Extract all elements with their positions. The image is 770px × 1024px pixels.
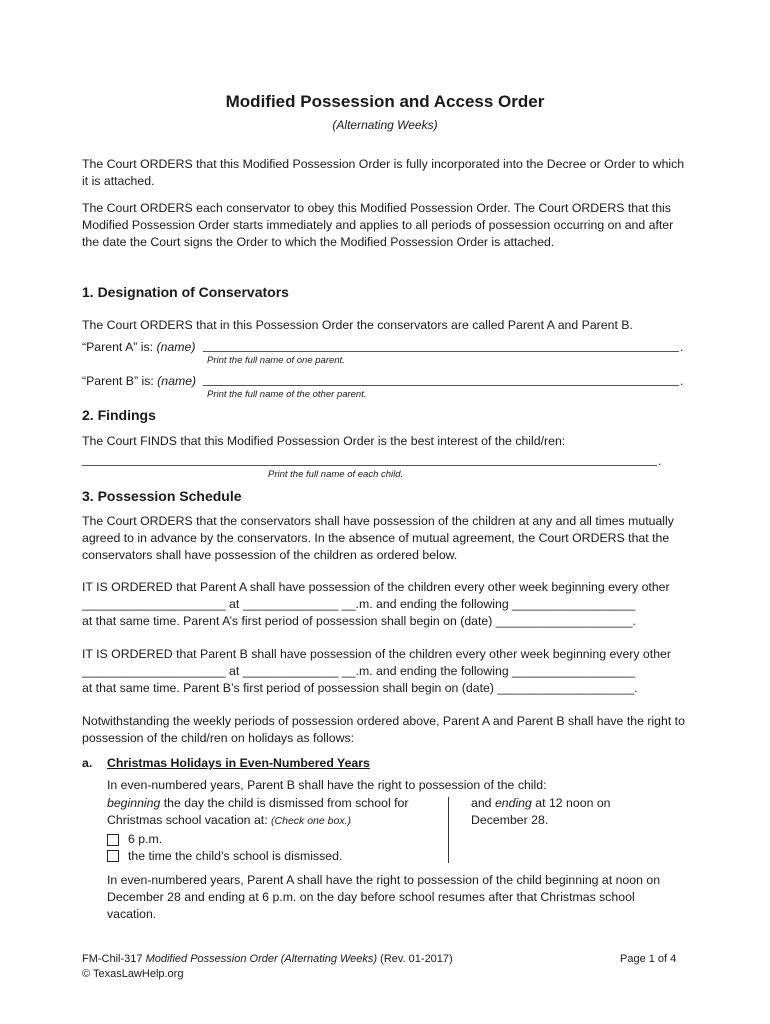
page-subtitle: (Alternating Weeks) [332, 118, 438, 132]
parent-a-schedule-line-2[interactable]: _____________________ at ______________ __.m. and ending the following __________________ [82, 597, 636, 611]
parent-b-name-label: (name) [157, 374, 197, 388]
parent-a-name-field[interactable] [203, 340, 679, 352]
school-dismissed-option-label: the time the child’s school is dismissed. [128, 849, 343, 863]
vacation-label: Christmas school vacation at: [107, 813, 272, 827]
parent-a-row [82, 340, 195, 354]
parent-a-name-label: (name) [156, 340, 196, 354]
page-number: Page 1 of 4 [620, 953, 677, 965]
section-1-text: The Court ORDERS that in this Possession Order the conservators are called Parent A and Parent B. [82, 318, 633, 332]
parent-b-name-field[interactable] [203, 374, 679, 386]
parent-b-hint: Print the full name of the other parent. [207, 389, 367, 400]
intro-paragraph-2: The Court ORDERS each conservator to obey this Modified Possession Order. The Court ORDERS that this Modified Possession Order starts immediately and applies to all periods of possession occurring on and after the date the Court signs the Order to which the Modified Possession Order is attached. [82, 201, 674, 250]
children-names-field[interactable] [82, 454, 657, 466]
footer-form-line [82, 953, 453, 965]
beginning-line-2 [107, 813, 351, 827]
footer-copyright: © TexasLawHelp.org [82, 968, 184, 980]
holiday-intro: Notwithstanding the weekly periods of possession ordered above, Parent A and Parent B shall have the right to possession of the child/ren on holidays as follows: [82, 714, 685, 746]
parent-b-label: “Parent B” is: [82, 374, 158, 388]
beginning-word: beginning [107, 796, 161, 810]
parent-a-schedule-line-1: IT IS ORDERED that Parent A shall have possession of the children every other week beginning every other [82, 580, 670, 594]
section-2-heading: 2. Findings [82, 407, 156, 423]
footer-form-id: FM-Chil-317 [82, 953, 146, 965]
footer-revision: (Rev. 01-2017) [377, 953, 453, 965]
ending-line-2: December 28. [471, 813, 549, 827]
document-page: Modified Possession and Access Order (Alternating Weeks) The Court ORDERS that this Modified Possession Order is fully incorporated into the Decree or Order to which it is attached. The Court ORDERS each conservator to obey this Modified Possession Order. The Court ORDERS that this Modified Possession Order starts immediately and applies to all periods of possession occurring on and after the date the Court signs the Order to which the Modified Possession Order is attached. 1. Designation of Conservators The Court ORDERS that in this Possession Order the conservators are called Parent A and Parent B. “Parent A” is: (name) . Print the full name of one parent. “Parent B” is: (name) . Print the full name of the other parent. 2. Findings The Court FINDS that this Modified Possession Order is the best interest of the child/ren: . Print the full name of each child. 3. Possession Schedule The Court ORDERS that the conservators shall have possession of the children at any and all times mutually agreed to in advance by the conservators. In the absence of mutual agreement, the Court ORDERS that the conservators shall have possession of the children as ordered below. IT IS ORDERED that Parent A shall have possession of the children every other week beginning every other _____________________ at ______________ __.m. and ending the following __________________ at that same time. Parent A’s first period of possession shall begin on (date) ____________________. IT IS ORDERED that Parent B shall have possession of the children every other week beginning every other _____________________ at ______________ __.m. and ending the following __________________ at that same time. Parent B’s first period of possession shall begin on (date) ____________________. Notwithstanding the weekly periods of possession ordered above, Parent A and Parent B shall have the right to possession of the child/ren on holidays as follows: a. Christmas Holidays in Even-Numbered Years In even-numbered years, Parent B shall have the right to possession of the child: beginning the day the child is dismissed from school for Christmas school vacation at: (Check one box.) and ending at 12 noon on December 28. 6 p.m. the time the child’s school is dismissed. In even-numbered years, Parent A shall have the right to possession of the child beginning at noon on December 28 and ending at 6 p.m. on the day before school resumes after that Christmas school vacation. FM-Chil-317 Modified Possession Order (Alternating Weeks) (Rev. 01-2017) © TexasLawHelp.org Page 1 of 4 [0, 0, 770, 1024]
parent-a-schedule-line-3[interactable]: at that same time. Parent A’s first period of possession shall begin on (date) ____________________. [82, 614, 636, 628]
ending-rest: at 12 noon on [531, 796, 611, 810]
check-one-hint: (Check one box.) [271, 815, 351, 827]
children-names-hint: Print the full name of each child. [268, 469, 404, 480]
section-3-heading: 3. Possession Schedule [82, 488, 242, 504]
section-3-text: The Court ORDERS that the conservators shall have possession of the children at any and all times mutually agreed to in advance by the conservators. In the absence of mutual agreement, the Court ORDERS that the conservators shall have possession of the children as ordered below. [82, 514, 674, 563]
parent-b-schedule-line-3[interactable]: at that same time. Parent B’s first period of possession shall begin on (date) ____________________. [82, 681, 638, 695]
parent-b-row [82, 374, 196, 388]
beginning-line-1 [107, 796, 408, 810]
subsection-a-label: a. [82, 756, 93, 770]
six-pm-option-label: 6 p.m. [128, 832, 163, 846]
and-word: and [471, 796, 495, 810]
intro-paragraph-1: The Court ORDERS that this Modified Possession Order is fully incorporated into the Decree or Order to which it is attached. [82, 157, 685, 189]
ending-line-1 [471, 796, 611, 810]
ending-word: ending [494, 796, 532, 810]
parent-b-schedule-line-2[interactable]: _____________________ at ______________ __.m. and ending the following __________________ [82, 664, 636, 678]
section-2-text: The Court FINDS that this Modified Possession Order is the best interest of the child/ren: [82, 434, 566, 448]
six-pm-checkbox[interactable] [107, 834, 119, 846]
parent-b-christmas-text: In even-numbered years, Parent B shall have the right to possession of the child: [107, 778, 547, 792]
parent-a-hint: Print the full name of one parent. [207, 355, 345, 366]
column-divider [448, 797, 449, 863]
parent-a-christmas-text: In even-numbered years, Parent A shall have the right to possession of the child beginning at noon on December 28 and ending at 6 p.m. on the day before school resumes after that Christmas school vacation. [107, 873, 661, 922]
subsection-a-heading: Christmas Holidays in Even-Numbered Years [107, 756, 370, 770]
section-1-heading: 1. Designation of Conservators [82, 284, 289, 300]
parent-a-label: “Parent A” is: [82, 340, 157, 354]
school-dismissed-checkbox[interactable] [107, 850, 119, 862]
parent-b-schedule-line-1: IT IS ORDERED that Parent B shall have possession of the children every other week beginning every other [82, 647, 671, 661]
footer-form-title: Modified Possession Order (Alternating Weeks) [145, 953, 378, 965]
page-title: Modified Possession and Access Order [225, 92, 545, 111]
beginning-rest: the day the child is dismissed from school for [160, 796, 409, 810]
